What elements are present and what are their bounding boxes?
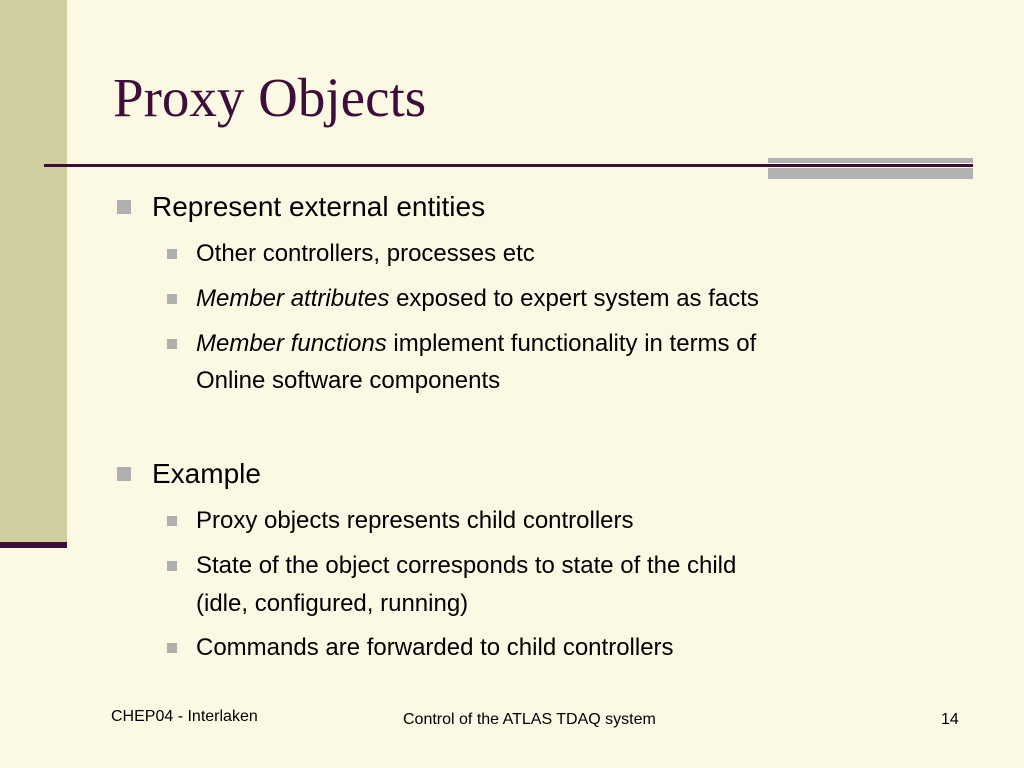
sub-bullet-square-icon (167, 339, 177, 349)
sub-bullet-item: Proxy objects represents child controllers (196, 507, 634, 534)
bullet-square-icon (117, 467, 131, 481)
sub-bullet-item: Commands are forwarded to child controllers (196, 634, 674, 661)
footer-conference: CHEP04 - Interlaken (111, 708, 258, 725)
sub-bullet-continuation: Online software components (196, 367, 501, 394)
slide-title: Proxy Objects (113, 67, 427, 128)
footer-title: Control of the ATLAS TDAQ system (403, 711, 656, 728)
sub-bullet-square-icon (167, 294, 177, 304)
sub-bullet-square-icon (167, 249, 177, 259)
bullet-item: Represent external entities (152, 191, 486, 222)
sub-bullet-text: exposed to expert system as facts (389, 285, 759, 312)
sub-bullet-square-icon (167, 516, 177, 526)
emphasis-text: Member functions (196, 330, 387, 357)
sub-bullet-square-icon (167, 643, 177, 653)
sub-bullet-square-icon (167, 561, 177, 571)
sub-bullet-continuation: (idle, configured, running) (196, 590, 469, 617)
sub-bullet-text: implement functionality in terms of (386, 330, 757, 357)
sub-bullet-item (196, 280, 759, 318)
emphasis-text: Member attributes (196, 285, 390, 312)
sub-bullet-item: Other controllers, processes etc (196, 240, 535, 267)
footer-page-number: 14 (941, 711, 959, 728)
bullet-square-icon (117, 200, 131, 214)
sub-bullet-item (196, 325, 756, 363)
bullet-item: Example (152, 458, 261, 489)
sub-bullet-item: State of the object corresponds to state of the child (196, 552, 737, 579)
